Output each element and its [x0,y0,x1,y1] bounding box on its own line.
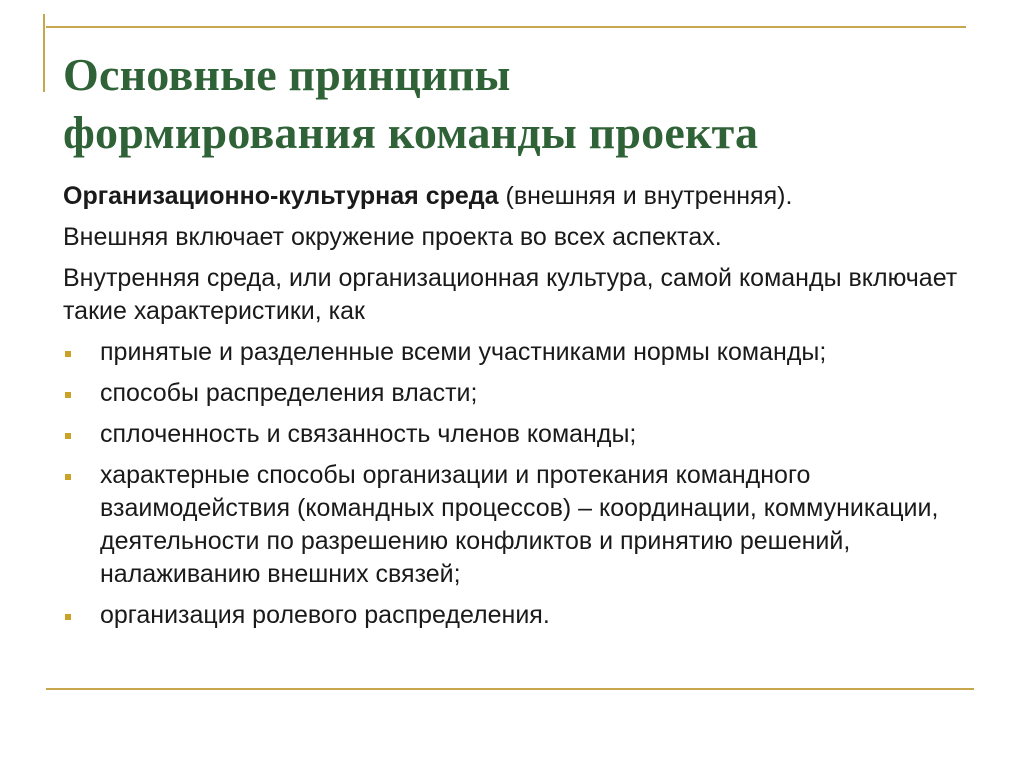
characteristics-list [63,336,983,632]
top-accent-rule [46,26,966,28]
square-bullet-icon [65,474,71,480]
list-item-text: способы распределения власти; [100,379,478,407]
list-item [63,336,983,369]
square-bullet-icon [65,433,71,439]
slide-title-line-2: формирования команды проекта [63,107,759,158]
list-item [63,418,983,451]
intro-paragraph [63,180,983,213]
intro-rest: (внешняя и внутренняя). [498,182,793,210]
list-item-text: принятые и разделенные всеми участниками нормы команды; [100,338,827,366]
square-bullet-icon [65,392,71,398]
intro-bold-term: Организационно-культурная среда [63,182,499,210]
square-bullet-icon [65,614,71,620]
internal-environment-paragraph: Внутренняя среда, или организационная культура, самой команды включает такие характеристики, как [63,264,958,325]
list-item [63,599,983,632]
list-item-text: сплоченность и связанность членов команды; [100,420,637,448]
list-item [63,459,983,591]
slide-title [63,46,963,162]
bottom-accent-rule [46,688,974,690]
list-item [63,377,983,410]
slide-title-line-1: Основные принципы [63,49,511,100]
list-item-text: организация ролевого распределения. [100,601,550,629]
external-environment-paragraph: Внешняя включает окружение проекта во всех аспектах. [63,223,722,251]
left-accent-rule [43,14,45,92]
square-bullet-icon [65,351,71,357]
list-item-text: характерные способы организации и протекания командного взаимодействия (командных процессов) – координации, коммуникации, деятельности по разрешению конфликтов и принятию решений, налаживанию внешних связей; [100,461,939,588]
slide-body [63,180,983,640]
